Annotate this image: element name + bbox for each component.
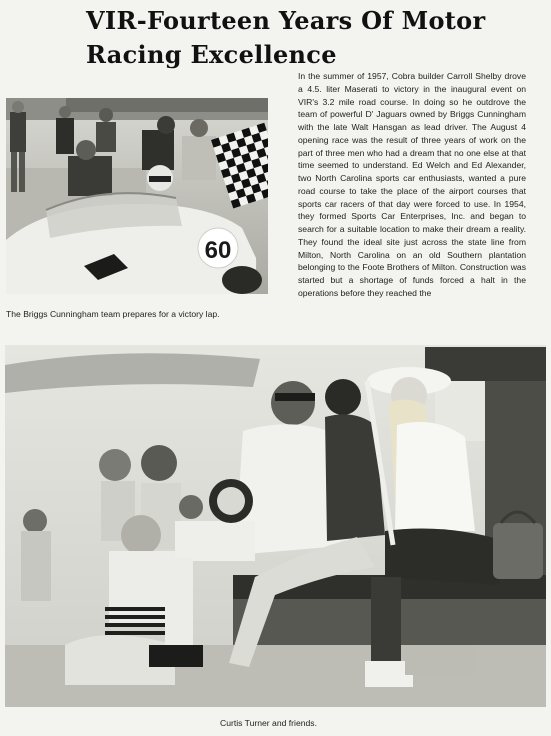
article-headline <box>86 4 526 72</box>
curtis-turner-photo <box>5 345 546 707</box>
photo2-caption: Curtis Turner and friends. <box>220 718 317 728</box>
photo1-caption: The Briggs Cunningham team prepares for a victory lap. <box>6 309 220 319</box>
article-body-text: In the summer of 1957, Cobra builder Carroll Shelby drove a 4.5. liter Maserati to victory in the inaugural event on VIR's 3.2 mile road course. In doing so he outdrove the team of powerful D' Jaguars owned by Briggs Cunningham with the late Walt Hansgan as lead driver. The August 4 opening race was the result of three years of work on the part of three men who had a dream that no one else at that time seemed to understand. Ed Welch and Ed Alexander, two North Carolina sports car enthusiasts, wanted a pure road course to take the place of the airport courses that sports car racers of that day were forced to use. In 1954, they formed Sports Car Enterprises, Inc. and began to search for a suitable location to make their dream a reality. They found the ideal site just across the state line from Milton, North Carolina on an old Southern plantation belonging to the Foote Brothers of Milton. Construction was started but a shortage of funds forced a halt in the operations before they reached the <box>298 71 526 298</box>
victory-lap-photo <box>6 98 268 294</box>
article-body <box>298 70 526 300</box>
headline-line-1: VIR-Fourteen Years Of Motor <box>86 6 486 35</box>
car-number: 60 <box>204 237 232 264</box>
headline-line-2: Racing Excellence <box>86 40 337 69</box>
